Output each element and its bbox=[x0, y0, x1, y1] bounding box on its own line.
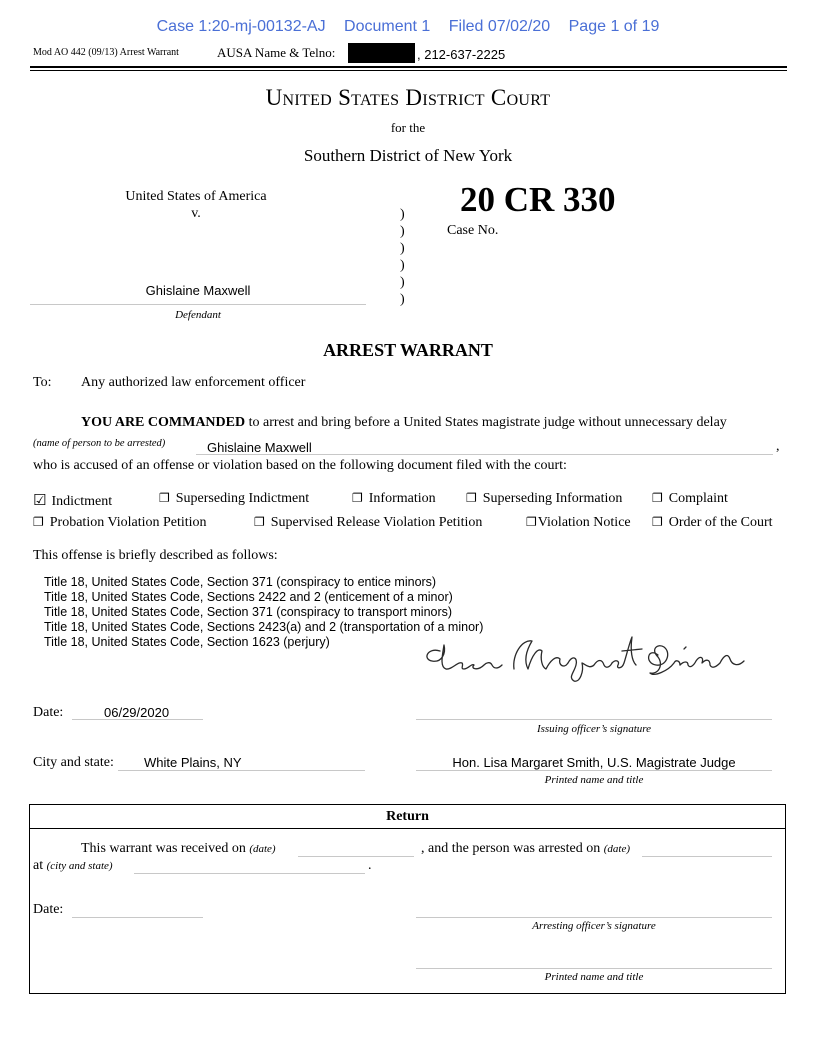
doc-option-supervised-release[interactable] bbox=[254, 515, 482, 531]
at-text: at bbox=[33, 858, 44, 873]
warrant-title: ARREST WARRANT bbox=[323, 340, 493, 360]
to-label: To: bbox=[33, 375, 52, 390]
defendant-underline bbox=[30, 304, 366, 305]
ecf-header-stamp bbox=[0, 18, 816, 36]
issue-date-value: 06/29/2020 bbox=[104, 705, 170, 720]
city-state-hint: (city and state) bbox=[46, 860, 113, 872]
ausa-label: AUSA Name & Telno: bbox=[217, 45, 336, 60]
arresting-signature-label: Arresting officer’s signature bbox=[532, 920, 656, 932]
doc-option-label: Superseding Information bbox=[482, 491, 623, 506]
plaintiff-name: United States of America bbox=[125, 189, 267, 204]
commanded-rest: to arrest and bring before a United States magistrate judge without unnecessary delay bbox=[245, 415, 727, 430]
doc-option-order-of-court[interactable] bbox=[652, 515, 773, 531]
for-the-label: for the bbox=[390, 120, 426, 135]
person-comma: , bbox=[776, 439, 780, 454]
versus-label: v. bbox=[191, 206, 201, 221]
doc-option-superseding-indictment[interactable] bbox=[159, 491, 309, 507]
printed-name-label: Printed name and title bbox=[544, 774, 644, 786]
offense-intro: This offense is briefly described as follows: bbox=[33, 548, 278, 563]
offense-line: Title 18, United States Code, Section 371 (conspiracy to transport minors) bbox=[44, 605, 453, 619]
doc-option-violation-notice[interactable] bbox=[526, 515, 631, 531]
offense-line: Title 18, United States Code, Section 371 (conspiracy to entice minors) bbox=[44, 575, 437, 589]
arrested-text: , and the person was arrested on bbox=[421, 841, 601, 856]
location-period: . bbox=[368, 858, 372, 873]
city-state-value: White Plains, NY bbox=[144, 755, 242, 770]
doc-option-information[interactable] bbox=[352, 491, 436, 507]
issuer-signature-label: Issuing officer’s signature bbox=[536, 723, 652, 735]
redaction-block bbox=[348, 43, 415, 63]
accused-sentence: who is accused of an offense or violation based on the following document filed with the court: bbox=[33, 458, 567, 473]
ecf-filed-date: Filed 07/02/20 bbox=[448, 18, 551, 35]
checkbox-icon[interactable]: ❐ bbox=[466, 491, 477, 505]
district-name: Southern District of New York bbox=[303, 146, 513, 165]
doc-option-probation-violation[interactable] bbox=[33, 515, 207, 531]
case-number: 20 CR 330 bbox=[460, 180, 616, 219]
offense-line: Title 18, United States Code, Section 1623 (perjury) bbox=[44, 635, 330, 649]
commanded-bold: YOU ARE COMMANDED bbox=[81, 415, 246, 430]
arrest-location-field[interactable] bbox=[134, 873, 365, 874]
defendant-name: Ghislaine Maxwell bbox=[145, 283, 251, 298]
arrested-date-hint: (date) bbox=[603, 843, 630, 855]
doc-option-label: Indictment bbox=[51, 494, 113, 509]
issuer-signature-line bbox=[416, 719, 772, 720]
caption-paren: ) bbox=[400, 292, 405, 307]
offense-line: Title 18, United States Code, Sections 2423(a) and 2 (transportation of a minor) bbox=[44, 620, 484, 634]
doc-option-label: Violation Notice bbox=[537, 515, 631, 530]
doc-option-complaint[interactable] bbox=[652, 491, 728, 507]
doc-option-superseding-information[interactable] bbox=[466, 491, 622, 507]
case-no-label: Case No. bbox=[447, 223, 499, 238]
return-printed-name-line[interactable] bbox=[416, 968, 772, 969]
city-state-label: City and state: bbox=[33, 755, 114, 770]
doc-option-label: Complaint bbox=[668, 491, 728, 506]
ecf-document-number: Document 1 bbox=[344, 18, 431, 35]
ausa-phone: , 212-637-2225 bbox=[417, 47, 506, 62]
checkbox-icon[interactable]: ❐ bbox=[652, 491, 663, 505]
return-printed-name-label: Printed name and title bbox=[544, 971, 644, 983]
doc-option-label: Superseding Indictment bbox=[175, 491, 310, 506]
return-date-label: Date: bbox=[33, 902, 64, 917]
doc-option-label: Information bbox=[368, 491, 436, 506]
offense-line: Title 18, United States Code, Sections 2422 and 2 (enticement of a minor) bbox=[44, 590, 453, 604]
judge-signature-image bbox=[418, 625, 758, 685]
ecf-page-count: Page 1 of 19 bbox=[568, 18, 660, 35]
printed-name-value: Hon. Lisa Margaret Smith, U.S. Magistrate Judge bbox=[452, 755, 736, 770]
person-name: Ghislaine Maxwell bbox=[207, 440, 312, 455]
to-recipient: Any authorized law enforcement officer bbox=[81, 375, 306, 390]
date-label: Date: bbox=[33, 705, 64, 720]
arrested-date-field[interactable] bbox=[642, 856, 772, 857]
received-date-field[interactable] bbox=[298, 856, 414, 857]
arrested-sentence bbox=[421, 841, 630, 857]
checkbox-icon[interactable]: ❐ bbox=[652, 515, 663, 529]
checkbox-icon[interactable]: ❐ bbox=[352, 491, 363, 505]
form-identifier: Mod AO 442 (09/13) Arrest Warrant bbox=[33, 47, 179, 58]
doc-option-indictment[interactable] bbox=[33, 491, 112, 510]
caption-paren: ) bbox=[400, 241, 405, 256]
court-name: United States District Court bbox=[265, 85, 551, 110]
received-text: This warrant was received on bbox=[81, 841, 246, 856]
caption-paren: ) bbox=[400, 258, 405, 273]
ecf-case-number: Case 1:20-mj-00132-AJ bbox=[156, 18, 326, 35]
checkbox-icon[interactable]: ❐ bbox=[159, 491, 170, 505]
checked-box-icon[interactable]: ☑ bbox=[33, 491, 47, 509]
received-sentence bbox=[81, 841, 276, 857]
person-underline bbox=[196, 454, 773, 455]
return-section bbox=[29, 804, 786, 994]
return-date-field[interactable] bbox=[72, 917, 203, 918]
person-label: (name of person to be arrested) bbox=[33, 438, 166, 449]
arrest-location-sentence bbox=[33, 858, 113, 874]
printed-name-underline bbox=[416, 770, 772, 771]
checkbox-icon[interactable]: ❐ bbox=[33, 515, 44, 529]
doc-option-label: Order of the Court bbox=[668, 515, 773, 530]
city-state-underline bbox=[118, 770, 365, 771]
caption-paren: ) bbox=[400, 224, 405, 239]
checkbox-icon[interactable]: ❐ bbox=[254, 515, 265, 529]
doc-option-label: Supervised Release Violation Petition bbox=[270, 515, 483, 530]
doc-option-label: Probation Violation Petition bbox=[49, 515, 207, 530]
command-sentence bbox=[81, 415, 727, 431]
header-rule-thin bbox=[30, 70, 787, 71]
checkbox-icon[interactable]: ❐ bbox=[526, 515, 537, 529]
received-date-hint: (date) bbox=[249, 843, 276, 855]
return-heading: Return bbox=[29, 804, 786, 829]
caption-paren: ) bbox=[400, 207, 405, 222]
header-rule-thick bbox=[30, 66, 787, 68]
defendant-label: Defendant bbox=[175, 309, 221, 321]
arresting-signature-line[interactable] bbox=[416, 917, 772, 918]
caption-paren: ) bbox=[400, 275, 405, 290]
date-underline bbox=[72, 719, 203, 720]
